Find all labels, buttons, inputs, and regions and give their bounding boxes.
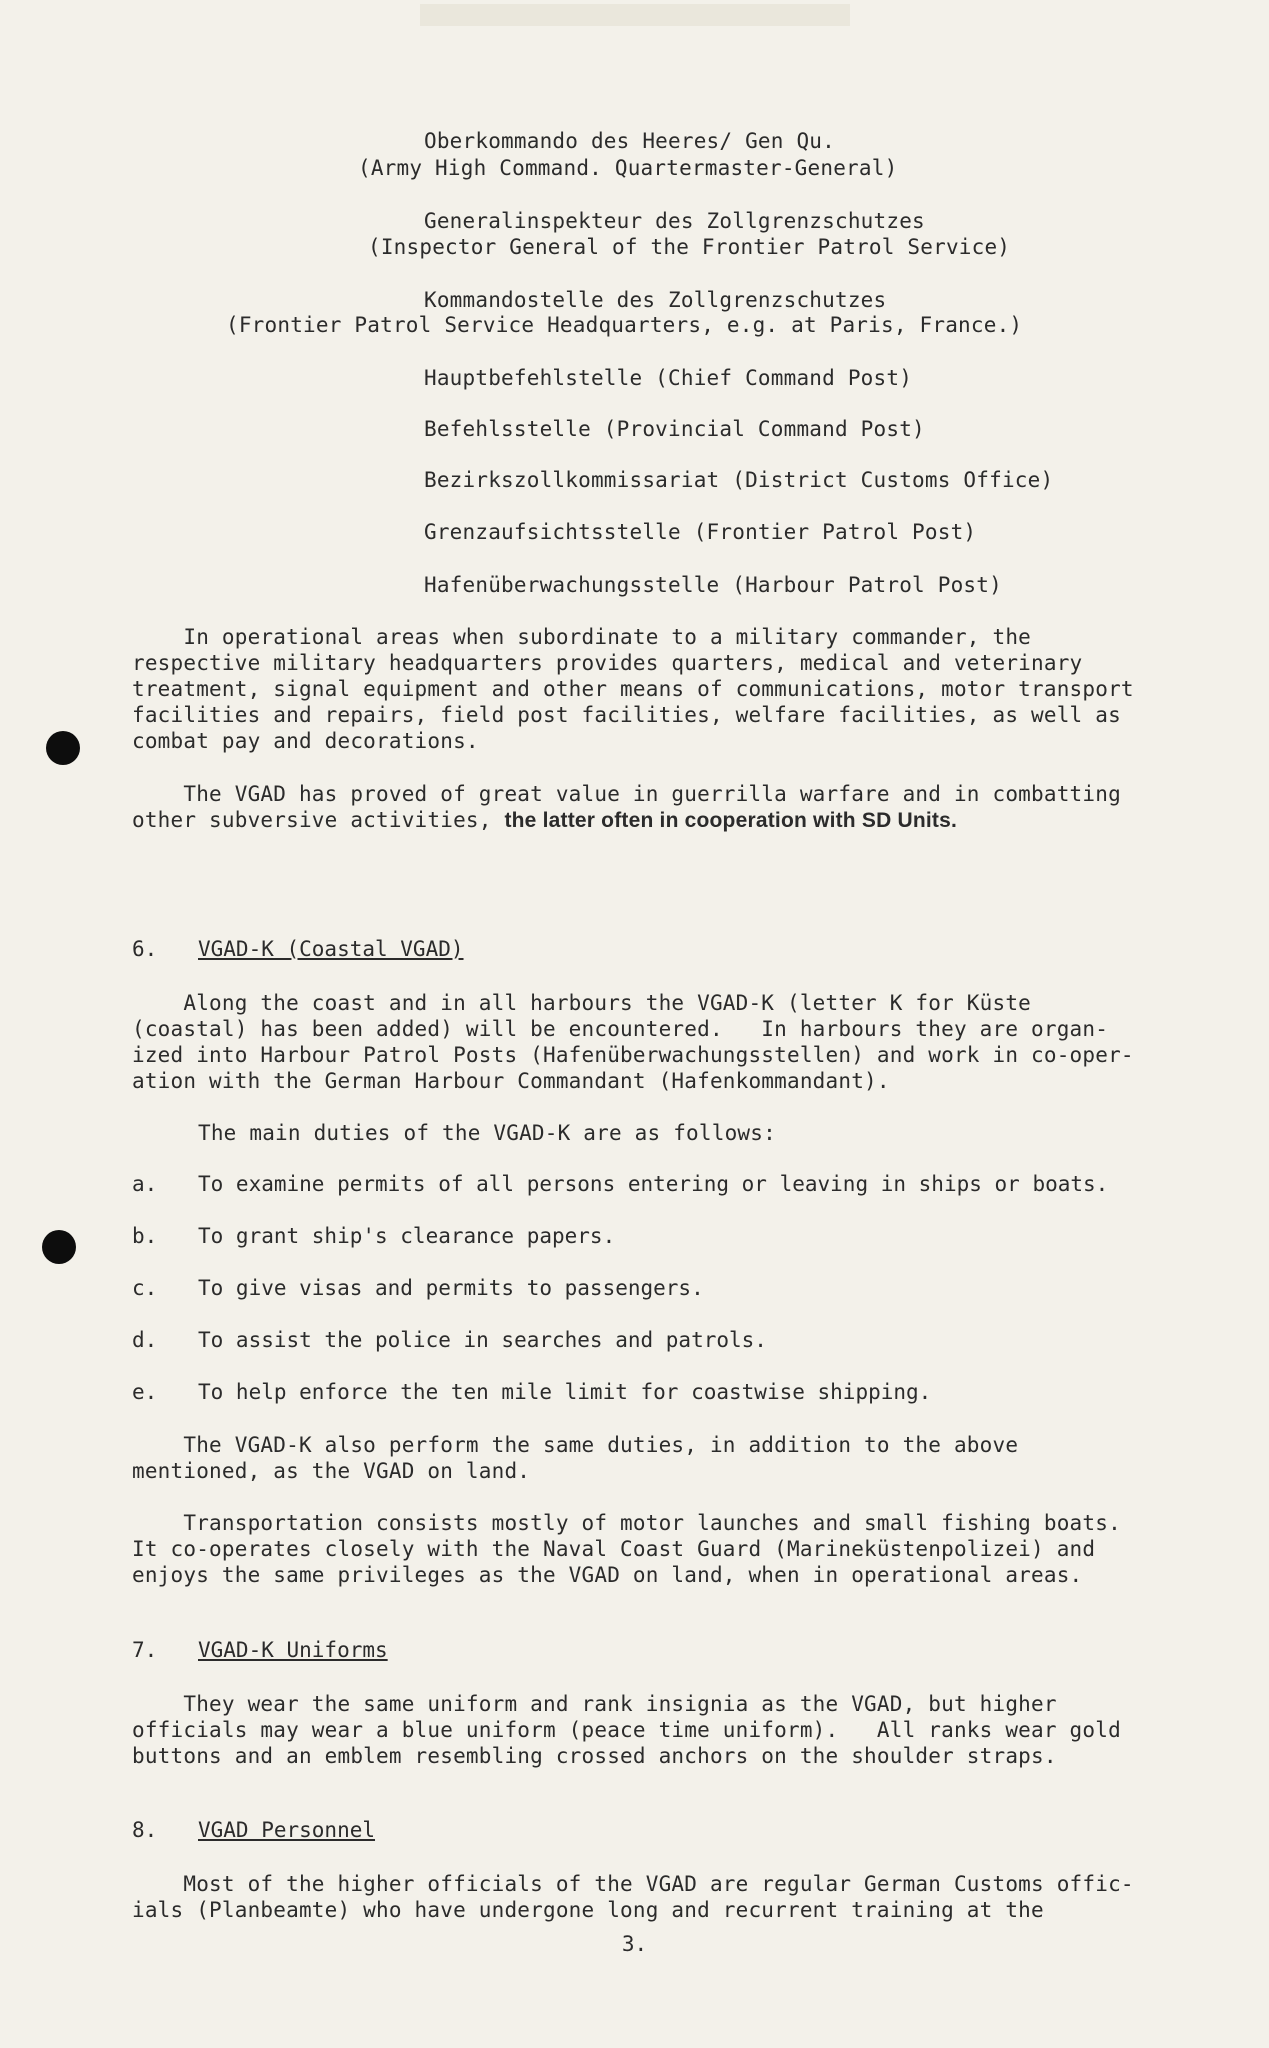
paragraph-line: ation with the German Harbour Commandant (Hafenkommandant). bbox=[132, 1069, 890, 1093]
page-number: 3. bbox=[621, 1932, 648, 1956]
paragraph-line bbox=[132, 807, 957, 834]
paragraph-line: It co-operates closely with the Naval Coast Guard (Marineküstenpolizei) and bbox=[132, 1537, 1096, 1561]
duties-intro: The main duties of the VGAD-K are as follows: bbox=[198, 1121, 776, 1145]
paragraph-line: The VGAD has proved of great value in guerrilla warfare and in combatting bbox=[132, 782, 1121, 806]
paragraph-line: enjoys the same privileges as the VGAD on land, when in operational areas. bbox=[132, 1563, 1083, 1587]
paragraph-line: respective military headquarters provides quarters, medical and veterinary bbox=[132, 651, 1083, 675]
list-item-label: d. bbox=[132, 1328, 158, 1352]
header-line: (Inspector General of the Frontier Patrol Service) bbox=[368, 235, 1011, 259]
header-line: Grenzaufsichtsstelle (Frontier Patrol Post) bbox=[424, 520, 977, 544]
list-item-text: To grant ship's clearance papers. bbox=[198, 1224, 616, 1248]
list-item-text: To assist the police in searches and patrols. bbox=[198, 1328, 767, 1352]
header-line: Befehlsstelle (Provincial Command Post) bbox=[424, 417, 925, 441]
paragraph-line: (coastal) has been added) will be encountered. In harbours they are organ- bbox=[132, 1017, 1109, 1041]
paragraph-line: ials (Planbeamte) who have undergone long and recurrent training at the bbox=[132, 1898, 1044, 1922]
paragraph-line: buttons and an emblem resembling crossed anchors on the shoulder straps. bbox=[132, 1744, 1057, 1768]
paragraph-line: treatment, signal equipment and other means of communications, motor transport bbox=[132, 677, 1134, 701]
section-number: 6. bbox=[132, 937, 158, 961]
paragraph-line: facilities and repairs, field post facilities, welfare facilities, as well as bbox=[132, 703, 1121, 727]
header-line: Generalinspekteur des Zollgrenzschutzes bbox=[424, 209, 925, 233]
list-item-text: To examine permits of all persons entering or leaving in ships or boats. bbox=[198, 1172, 1109, 1196]
header-line: (Army High Command. Quartermaster-General) bbox=[358, 156, 898, 180]
faded-header-mark bbox=[420, 4, 850, 26]
section-heading: VGAD Personnel bbox=[198, 1818, 376, 1842]
header-line: (Frontier Patrol Service Headquarters, e.g. at Paris, France.) bbox=[226, 313, 1023, 337]
list-item-label: c. bbox=[132, 1276, 158, 1300]
list-item-label: a. bbox=[132, 1172, 158, 1196]
paragraph-line: officials may wear a blue uniform (peace time uniform). All ranks wear gold bbox=[132, 1718, 1121, 1742]
header-line: Kommandostelle des Zollgrenzschutzes bbox=[424, 288, 887, 312]
paragraph-line: The VGAD-K also perform the same duties, in addition to the above bbox=[132, 1433, 1019, 1457]
plain-text: other subversive activities, bbox=[132, 808, 505, 832]
section-number: 7. bbox=[132, 1638, 158, 1662]
paragraph-line: Most of the higher officials of the VGAD are regular German Customs offic- bbox=[132, 1872, 1134, 1896]
header-line: Hauptbefehlstelle (Chief Command Post) bbox=[424, 366, 913, 390]
paragraph-line: In operational areas when subordinate to a military commander, the bbox=[132, 625, 1032, 649]
header-line: Oberkommando des Heeres/ Gen Qu. bbox=[424, 129, 835, 153]
paragraph-line: Transportation consists mostly of motor launches and small fishing boats. bbox=[132, 1511, 1121, 1535]
paragraph-line: They wear the same uniform and rank insignia as the VGAD, but higher bbox=[132, 1692, 1057, 1716]
header-line: Bezirkszollkommissariat (District Customs Office) bbox=[424, 468, 1054, 492]
list-item-label: b. bbox=[132, 1224, 158, 1248]
paragraph-line: ized into Harbour Patrol Posts (Hafenüberwachungsstellen) and work in co-oper- bbox=[132, 1043, 1134, 1067]
section-heading: VGAD-K (Coastal VGAD) bbox=[198, 937, 464, 961]
paragraph-line: mentioned, as the VGAD on land. bbox=[132, 1459, 531, 1483]
punch-hole-lower bbox=[42, 1230, 76, 1264]
section-heading: VGAD-K Uniforms bbox=[198, 1638, 388, 1662]
bold-text: the latter often in cooperation with SD Units. bbox=[504, 809, 958, 832]
list-item-text: To help enforce the ten mile limit for coastwise shipping. bbox=[198, 1380, 932, 1404]
header-line: Hafenüberwachungsstelle (Harbour Patrol Post) bbox=[424, 573, 1002, 597]
paragraph-line: Along the coast and in all harbours the VGAD-K (letter K for Küste bbox=[132, 991, 1032, 1015]
punch-hole-upper bbox=[46, 731, 80, 765]
section-number: 8. bbox=[132, 1818, 158, 1842]
list-item-label: e. bbox=[132, 1380, 158, 1404]
list-item-text: To give visas and permits to passengers. bbox=[198, 1276, 704, 1300]
paragraph-line: combat pay and decorations. bbox=[132, 729, 479, 753]
